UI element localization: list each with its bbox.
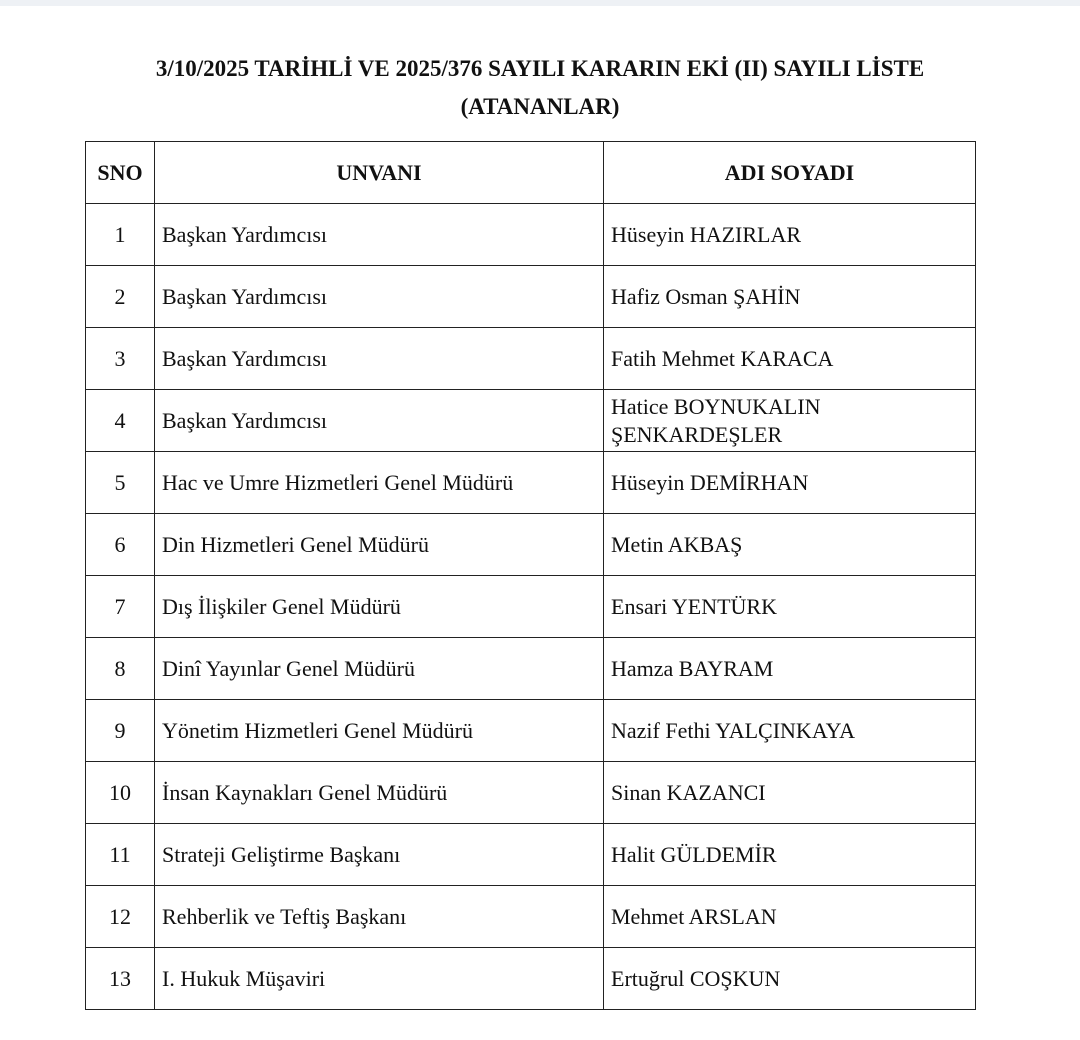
table-row bbox=[86, 824, 976, 886]
table-row bbox=[86, 638, 976, 700]
table-row bbox=[86, 452, 976, 514]
unvan-cell: Hac ve Umre Hizmetleri Genel Müdürü bbox=[155, 452, 604, 514]
header-adi-soyadi: ADI SOYADI bbox=[604, 142, 976, 204]
sno-cell: 11 bbox=[86, 824, 155, 886]
top-strip bbox=[0, 0, 1080, 6]
adi-soyadi-cell: Metin AKBAŞ bbox=[604, 514, 976, 576]
sno-cell: 4 bbox=[86, 390, 155, 452]
sno-cell: 8 bbox=[86, 638, 155, 700]
adi-soyadi-cell: Sinan KAZANCI bbox=[604, 762, 976, 824]
unvan-cell: İnsan Kaynakları Genel Müdürü bbox=[155, 762, 604, 824]
unvan-cell: Dış İlişkiler Genel Müdürü bbox=[155, 576, 604, 638]
sno-cell: 10 bbox=[86, 762, 155, 824]
unvan-cell: Başkan Yardımcısı bbox=[155, 390, 604, 452]
adi-soyadi-cell: Hüseyin HAZIRLAR bbox=[604, 204, 976, 266]
adi-soyadi-cell: Hamza BAYRAM bbox=[604, 638, 976, 700]
table-row bbox=[86, 266, 976, 328]
table-row bbox=[86, 576, 976, 638]
header-sno: SNO bbox=[86, 142, 155, 204]
document-title bbox=[0, 50, 1080, 126]
sno-cell: 12 bbox=[86, 886, 155, 948]
adi-soyadi-cell: Ensari YENTÜRK bbox=[604, 576, 976, 638]
adi-soyadi-cell: Hatice BOYNUKALIN ŞENKARDEŞLER bbox=[604, 390, 976, 452]
sno-cell: 2 bbox=[86, 266, 155, 328]
table-row bbox=[86, 948, 976, 1010]
appointments-table bbox=[85, 141, 976, 1010]
table-row bbox=[86, 204, 976, 266]
table-row bbox=[86, 762, 976, 824]
table-header-row bbox=[86, 142, 976, 204]
adi-soyadi-cell: Fatih Mehmet KARACA bbox=[604, 328, 976, 390]
sno-cell: 13 bbox=[86, 948, 155, 1010]
sno-cell: 9 bbox=[86, 700, 155, 762]
table-row bbox=[86, 390, 976, 452]
adi-soyadi-cell: Ertuğrul COŞKUN bbox=[604, 948, 976, 1010]
adi-soyadi-cell: Halit GÜLDEMİR bbox=[604, 824, 976, 886]
sno-cell: 3 bbox=[86, 328, 155, 390]
unvan-cell: Başkan Yardımcısı bbox=[155, 328, 604, 390]
adi-soyadi-cell: Nazif Fethi YALÇINKAYA bbox=[604, 700, 976, 762]
title-line-1: 3/10/2025 TARİHLİ VE 2025/376 SAYILI KARARIN EKİ (II) SAYILI LİSTE bbox=[155, 56, 925, 81]
unvan-cell: Rehberlik ve Teftiş Başkanı bbox=[155, 886, 604, 948]
sno-cell: 5 bbox=[86, 452, 155, 514]
unvan-cell: Başkan Yardımcısı bbox=[155, 266, 604, 328]
sno-cell: 7 bbox=[86, 576, 155, 638]
adi-soyadi-cell: Mehmet ARSLAN bbox=[604, 886, 976, 948]
header-unvani: UNVANI bbox=[155, 142, 604, 204]
table-row bbox=[86, 886, 976, 948]
adi-soyadi-cell: Hüseyin DEMİRHAN bbox=[604, 452, 976, 514]
unvan-cell: Din Hizmetleri Genel Müdürü bbox=[155, 514, 604, 576]
sno-cell: 1 bbox=[86, 204, 155, 266]
title-line-2: (ATANANLAR) bbox=[460, 94, 620, 119]
unvan-cell: Dinî Yayınlar Genel Müdürü bbox=[155, 638, 604, 700]
unvan-cell: Başkan Yardımcısı bbox=[155, 204, 604, 266]
table-row bbox=[86, 328, 976, 390]
sno-cell: 6 bbox=[86, 514, 155, 576]
adi-soyadi-cell: Hafiz Osman ŞAHİN bbox=[604, 266, 976, 328]
unvan-cell: Strateji Geliştirme Başkanı bbox=[155, 824, 604, 886]
unvan-cell: Yönetim Hizmetleri Genel Müdürü bbox=[155, 700, 604, 762]
table-row bbox=[86, 700, 976, 762]
unvan-cell: I. Hukuk Müşaviri bbox=[155, 948, 604, 1010]
table-row bbox=[86, 514, 976, 576]
